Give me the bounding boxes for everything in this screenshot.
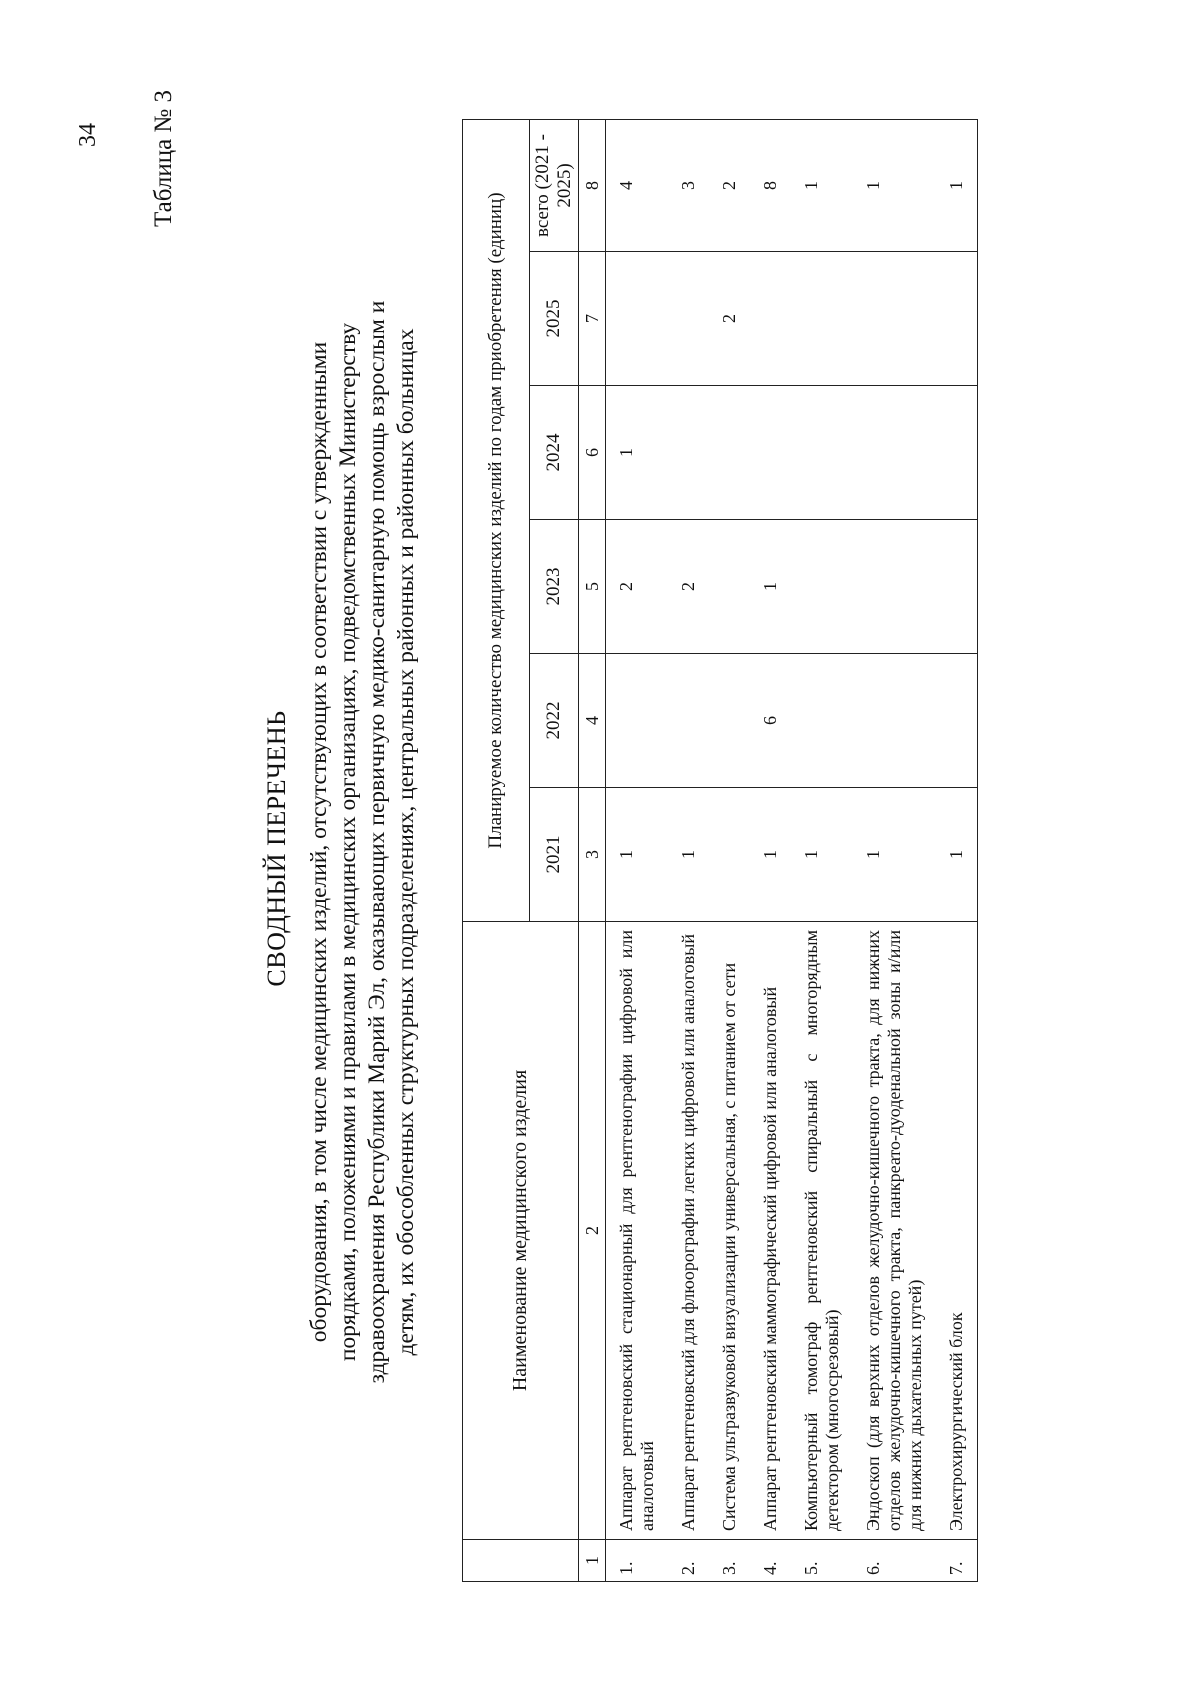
qty-2023 — [791, 520, 853, 654]
qty-2021: 1 — [606, 788, 669, 922]
qty-2024 — [668, 386, 709, 520]
qty-2022 — [791, 654, 853, 788]
qty-2022 — [709, 654, 750, 788]
header-total: всего (2021 - 2025) — [530, 119, 579, 251]
header-col-name: Наименование медицинского изделия — [463, 922, 579, 1540]
row-number: 4. — [750, 1540, 791, 1582]
table-row — [709, 119, 750, 1581]
table-row — [936, 119, 978, 1581]
qty-total: 3 — [668, 119, 709, 251]
row-number: 6. — [853, 1540, 936, 1582]
qty-2024 — [791, 386, 853, 520]
device-name: Аппарат рентгеновский стационарный для рентгенографии цифровой или аналоговый — [606, 922, 669, 1540]
column-number: 1 — [579, 1540, 606, 1582]
column-number: 2 — [579, 922, 606, 1540]
equipment-table — [462, 119, 978, 1582]
qty-2025 — [606, 252, 669, 386]
qty-2025: 2 — [709, 252, 750, 386]
header-group-quantity: Планируемое количество медицинских изделий по годам приобретения (единиц) — [463, 119, 530, 921]
header-year-2023: 2023 — [530, 520, 579, 654]
qty-2024 — [853, 386, 936, 520]
row-number: 7. — [936, 1540, 978, 1582]
qty-2022 — [668, 654, 709, 788]
device-name: Электрохирургический блок — [936, 922, 978, 1540]
table-row — [606, 119, 669, 1581]
table-label: Таблица № 3 — [150, 89, 177, 227]
row-number: 5. — [791, 1540, 853, 1582]
qty-2022 — [936, 654, 978, 788]
qty-2021: 1 — [750, 788, 791, 922]
qty-2025 — [750, 252, 791, 386]
header-year-2025: 2025 — [530, 252, 579, 386]
qty-2021: 1 — [668, 788, 709, 922]
qty-total: 4 — [606, 119, 669, 251]
qty-2024: 1 — [606, 386, 669, 520]
column-number: 8 — [579, 119, 606, 251]
page-number: 34 — [75, 123, 101, 147]
column-number: 7 — [579, 252, 606, 386]
qty-2022 — [606, 654, 669, 788]
qty-2023 — [936, 520, 978, 654]
device-name: Аппарат рентгеновский для флюорографии легких цифровой или аналоговый — [668, 922, 709, 1540]
device-name: Аппарат рентгеновский маммографический цифровой или аналоговый — [750, 922, 791, 1540]
qty-2023 — [853, 520, 936, 654]
device-name: Эндоскоп (для верхних отделов желудочно-кишечного тракта, для нижних отделов желудочно-кишечного тракта, панкреато-дуоденальной зоны и/или для нижних дыхательных путей) — [853, 922, 936, 1540]
column-number: 6 — [579, 386, 606, 520]
qty-2022 — [853, 654, 936, 788]
qty-2023 — [709, 520, 750, 654]
qty-2025 — [853, 252, 936, 386]
qty-2021: 1 — [791, 788, 853, 922]
qty-total: 1 — [853, 119, 936, 251]
qty-total: 1 — [936, 119, 978, 251]
qty-2023: 2 — [606, 520, 669, 654]
row-number: 2. — [668, 1540, 709, 1582]
qty-2024 — [709, 386, 750, 520]
column-number: 3 — [579, 788, 606, 922]
qty-2023: 1 — [750, 520, 791, 654]
header-col-number — [463, 1540, 579, 1582]
header-year-2021: 2021 — [530, 788, 579, 922]
qty-2021 — [709, 788, 750, 922]
column-number: 4 — [579, 654, 606, 788]
qty-2025 — [936, 252, 978, 386]
qty-2025 — [668, 252, 709, 386]
row-number: 3. — [709, 1540, 750, 1582]
device-name: Система ультразвуковой визуализации универсальная, с питанием от сети — [709, 922, 750, 1540]
qty-2021: 1 — [853, 788, 936, 922]
qty-2021: 1 — [936, 788, 978, 922]
qty-total: 1 — [791, 119, 853, 251]
document-title: СВОДНЫЙ ПЕРЕЧЕНЬ — [262, 710, 291, 987]
table-row — [668, 119, 709, 1581]
qty-2024 — [750, 386, 791, 520]
qty-2023: 2 — [668, 520, 709, 654]
document-subtitle: оборудования, в том числе медицинских изделий, отсутствующих в соответствии с утвержденными порядками, положениями и правилами в медицинских организациях, подведомственных Министерству здравоохранения Республики Марий Эл, оказывающих первичную медико-санитарную помощь взрослым и детям, их обособленных структурных подразделениях, центральных районных и районных больницах — [306, 300, 419, 1384]
qty-2024 — [936, 386, 978, 520]
table-row — [853, 119, 936, 1581]
device-name: Компьютерный томограф рентгеновский спиральный с многорядным детектором (многосрезовый) — [791, 922, 853, 1540]
qty-2025 — [791, 252, 853, 386]
table-row — [791, 119, 853, 1581]
table-row — [750, 119, 791, 1581]
qty-total: 8 — [750, 119, 791, 251]
header-year-2024: 2024 — [530, 386, 579, 520]
header-year-2022: 2022 — [530, 654, 579, 788]
qty-2022: 6 — [750, 654, 791, 788]
column-number: 5 — [579, 520, 606, 654]
row-number: 1. — [606, 1540, 669, 1582]
qty-total: 2 — [709, 119, 750, 251]
